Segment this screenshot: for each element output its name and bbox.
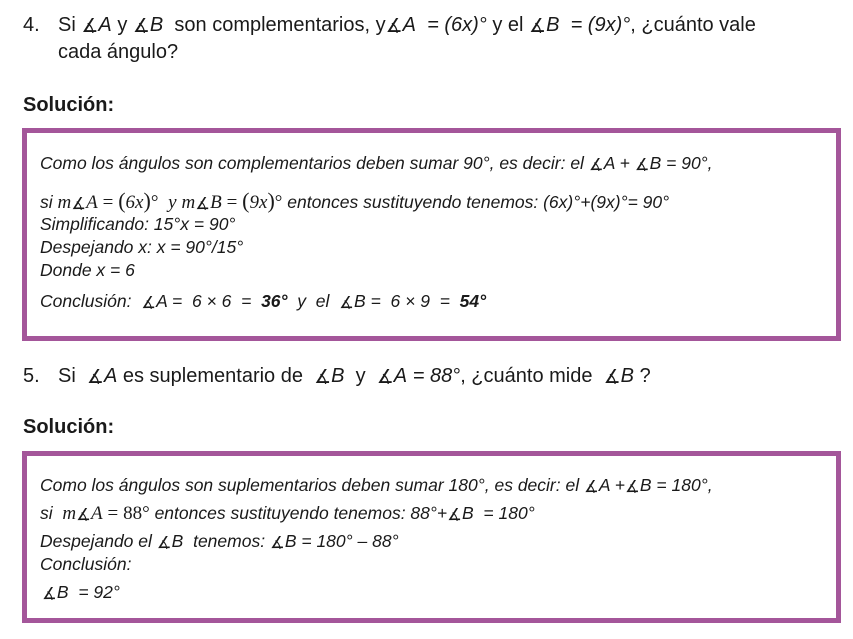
angle-icon: ∡ (269, 533, 285, 552)
box4-line-2 (40, 190, 669, 214)
question-5-line (58, 364, 651, 389)
box5-line-5 (42, 581, 120, 604)
box4-l6-eq3: = (370, 291, 381, 311)
angle-icon: ∡ (81, 16, 99, 37)
box5-line-2 (40, 502, 535, 525)
box4-l2-si: si (40, 192, 53, 212)
box5-l2-eq: = (107, 503, 119, 524)
box4-l2-A: A (86, 192, 98, 213)
box4-l2-paren-open-2: ( (242, 188, 250, 213)
q4-angle-b2: B (546, 14, 560, 36)
box5-l1-b: B = 180°, (639, 475, 713, 495)
q5-question-mark: ? (639, 365, 651, 387)
box4-l1-a: A + (603, 153, 630, 173)
box4-l6-el: el (315, 291, 330, 311)
q4-text: son complementarios, y (174, 14, 386, 36)
box4-conclusion-label: Conclusión: (40, 291, 132, 311)
box4-l2-B: B (210, 192, 222, 213)
q4-text-2: y el (492, 14, 524, 36)
box4-l2-paren-open: ( (118, 188, 126, 213)
box4-l2-paren-close-2: ) (267, 188, 275, 213)
box4-l2-9x: 9x (249, 192, 268, 213)
q5-angle-b: B (331, 365, 345, 387)
question-4-line-2: cada ángulo? (58, 41, 179, 63)
box5-l2-rest: entonces sustituyendo tenemos: 88°+ (154, 503, 448, 523)
angle-icon: ∡ (588, 155, 604, 174)
box4-l1-b: B = 90°, (649, 153, 713, 173)
box4-l6-eq1: = (171, 291, 183, 311)
q4-si: Si (58, 14, 76, 36)
q4-angle-b: B (149, 14, 164, 36)
angle-icon: ∡ (376, 367, 394, 388)
box5-l2-B: B (462, 503, 474, 523)
solution-5-label: Solución: (23, 416, 115, 438)
box4-l6-eq4: = (439, 291, 450, 311)
box4-l6-66: 6 × 6 (191, 291, 232, 311)
box5-l3-text: Despejando el (40, 531, 152, 551)
q5-value: = 88° (412, 365, 461, 387)
q4-and: y (117, 14, 128, 36)
question-4-number: 4. (23, 14, 40, 36)
box4-l2-deg2: ° (274, 192, 283, 213)
question-5-number: 5. (23, 365, 40, 387)
q5-text: es suplementario de (122, 365, 303, 387)
q4-text-3: , ¿cuánto vale (630, 14, 756, 36)
box5-l2-m: m (62, 503, 77, 524)
box4-l2-deg1: ° (150, 192, 159, 213)
box5-l2-end: = 180° (483, 503, 535, 523)
box5-l3-B: B (171, 531, 184, 551)
box4-l2-rest: entonces sustituyendo tenemos: (6x)°+(9x)°= 90° (287, 192, 670, 212)
angle-icon: ∡ (71, 194, 87, 213)
box4-l6-y: y (297, 291, 307, 311)
box5-l2-si: si (40, 503, 53, 523)
q5-angle-b2: B (620, 365, 634, 387)
angle-icon: ∡ (42, 584, 57, 603)
box4-l2-6x: 6x (125, 192, 144, 213)
box4-line-4: Despejando x: x = 90°/15° (40, 237, 244, 257)
box5-l2-88: 88° (123, 503, 150, 524)
angle-icon: ∡ (132, 16, 150, 37)
q4-angle-a2: A (402, 14, 416, 36)
box4-l6-54: 54° (459, 291, 487, 311)
box4-l6-eq2: = (241, 291, 252, 311)
box4-line-5: Donde x = 6 (40, 260, 135, 280)
solution-4-label: Solución: (23, 94, 115, 116)
angle-icon: ∡ (447, 505, 462, 524)
box4-l6-36: 36° (261, 291, 288, 311)
angle-icon: ∡ (583, 477, 599, 496)
angle-icon: ∡ (624, 477, 640, 496)
question-4-line-1 (58, 13, 756, 38)
box4-l2-paren-close: ) (143, 188, 151, 213)
box4-m2: m (181, 192, 196, 213)
q5-angle-a: A (103, 365, 118, 387)
box5-l1-text: Como los ángulos son suplementarios deben sumar 180°, es decir: el (40, 475, 580, 495)
angle-icon: ∡ (156, 533, 172, 552)
q5-text-2: , ¿cuánto mide (460, 365, 593, 387)
box5-l5-val: = 92° (78, 582, 120, 602)
box4-line-1 (40, 152, 713, 175)
angle-icon: ∡ (141, 293, 157, 312)
box5-l5-B: B (56, 582, 69, 602)
angle-icon: ∡ (385, 16, 403, 37)
angle-icon: ∡ (76, 505, 91, 524)
q5-si: Si (58, 365, 76, 387)
angle-icon: ∡ (529, 16, 547, 37)
box5-line-3 (40, 530, 399, 553)
box4-l6-a: A (156, 291, 168, 311)
angle-icon: ∡ (339, 293, 355, 312)
q5-angle-a2: A (393, 365, 408, 387)
q4-angle-a: A (98, 14, 112, 36)
box4-line-3: Simplificando: 15°x = 90° (40, 214, 236, 234)
q4-value-b: = (9x)° (570, 14, 631, 36)
box5-l2-A: A (91, 503, 103, 524)
angle-icon: ∡ (314, 367, 332, 388)
box4-l6-69: 6 × 9 (390, 291, 430, 311)
box5-l3-mid: tenemos: (193, 531, 266, 551)
box4-l2-eq1: = (102, 192, 114, 213)
angle-icon: ∡ (603, 367, 621, 388)
box4-l2-eq2: = (226, 192, 238, 213)
box5-line-4: Conclusión: (40, 554, 132, 574)
q5-and: y (355, 365, 366, 387)
box4-l6-b: B (354, 291, 366, 311)
q4-value-a: = (6x)° (427, 14, 487, 36)
angle-icon: ∡ (634, 155, 650, 174)
box5-l1-a: A + (598, 475, 625, 495)
box4-line-6 (40, 290, 486, 313)
box4-l1-text: Como los ángulos son complementarios deben sumar 90°, es decir: el (40, 153, 584, 173)
box5-line-1 (40, 474, 713, 497)
angle-icon: ∡ (195, 194, 211, 213)
box4-l2-y: y (168, 192, 177, 213)
box4-m1: m (57, 192, 72, 213)
angle-icon: ∡ (86, 367, 104, 388)
box5-l3-B2: B = 180° – 88° (284, 531, 399, 551)
